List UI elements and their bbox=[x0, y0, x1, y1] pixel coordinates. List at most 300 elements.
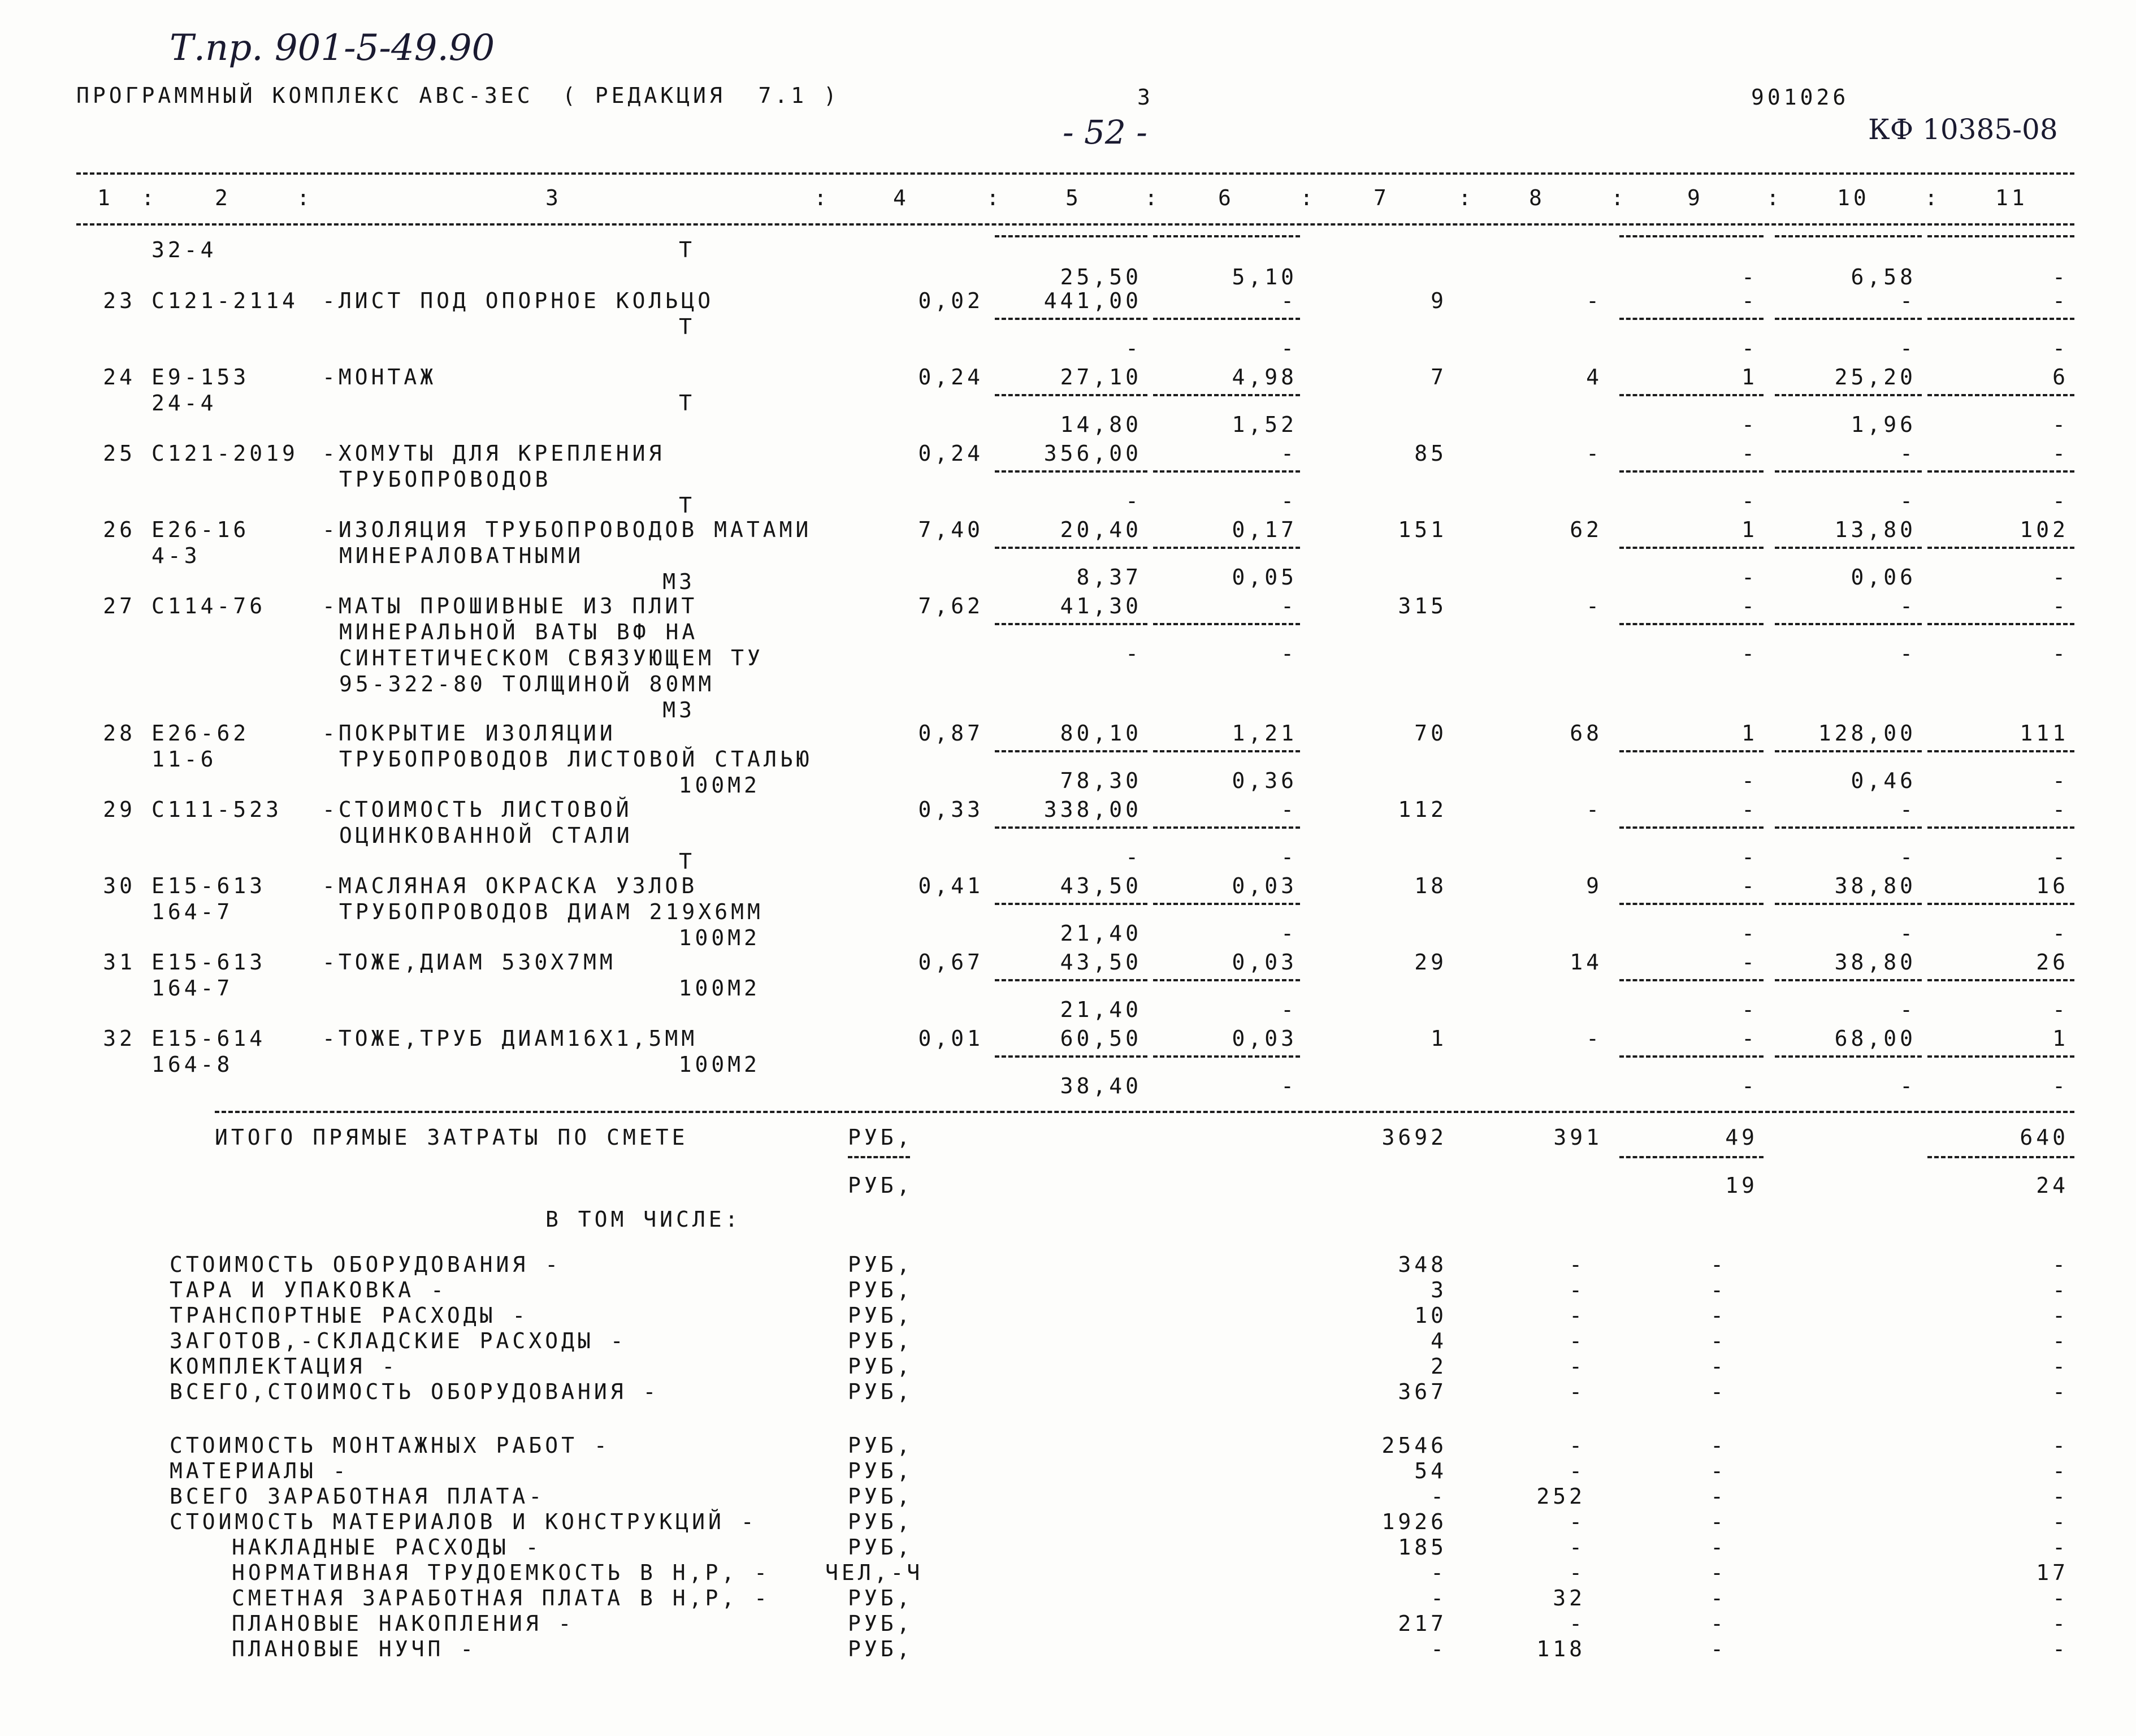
breakdown-col9: - bbox=[1710, 1509, 1727, 1534]
cell-c5: 27,10 bbox=[1060, 365, 1142, 389]
breakdown-unit: РУБ, bbox=[848, 1637, 913, 1661]
cell-rule-c11 bbox=[1927, 1055, 2074, 1058]
cell-c6-sub: - bbox=[1281, 997, 1297, 1022]
column-separator: : bbox=[1300, 185, 1316, 210]
cell-c11-sub: - bbox=[2052, 336, 2069, 361]
cell-c6: - bbox=[1281, 797, 1297, 822]
row-number: 27 bbox=[103, 594, 136, 618]
total-label: ИТОГО ПРЯМЫЕ ЗАТРАТЫ ПО СМЕТЕ bbox=[215, 1125, 688, 1150]
cell-c11-sub: - bbox=[2052, 1073, 2069, 1098]
cell-c11: 102 bbox=[2020, 517, 2069, 542]
cell-c4: 0,67 bbox=[918, 950, 983, 975]
work-description: ОЦИНКОВАННОЙ СТАЛИ bbox=[339, 823, 633, 848]
breakdown-col8: 118 bbox=[1536, 1637, 1585, 1661]
cell-c9: - bbox=[1741, 797, 1758, 822]
cell-c10-sub: 1,96 bbox=[1851, 412, 1916, 437]
cell-rule-c10 bbox=[1775, 979, 1922, 981]
cell-rule-c5 bbox=[995, 826, 1147, 829]
cell-rule-c9 bbox=[1619, 1055, 1764, 1058]
resource-code: Е9-153 bbox=[151, 365, 250, 389]
cell-rule-c11 bbox=[1927, 623, 2074, 625]
breakdown-label: СТОИМОСТЬ ОБОРУДОВАНИЯ - bbox=[170, 1252, 562, 1277]
cell-c7: 7 bbox=[1431, 365, 1447, 389]
breakdown-unit: РУБ, bbox=[848, 1354, 913, 1379]
breakdown-unit: РУБ, bbox=[848, 1252, 913, 1277]
cell-rule-c10 bbox=[1775, 1055, 1922, 1058]
cell-rule-c5 bbox=[995, 750, 1147, 752]
cell-c9: 1 bbox=[1741, 721, 1758, 746]
cell-rule-c10 bbox=[1775, 826, 1922, 829]
cell-c6-sub: - bbox=[1281, 488, 1297, 513]
cell-c11-sub: - bbox=[2052, 641, 2069, 666]
column-number: 9 bbox=[1687, 185, 1704, 210]
cell-c9-sub: - bbox=[1741, 336, 1758, 361]
cell-c6: 0,17 bbox=[1232, 517, 1297, 542]
breakdown-col7: 54 bbox=[1414, 1458, 1447, 1483]
cell-c5-sub: - bbox=[1125, 641, 1142, 666]
cell-c10: 68,00 bbox=[1834, 1026, 1916, 1051]
cell-c6: - bbox=[1281, 594, 1297, 618]
breakdown-col11: - bbox=[2052, 1484, 2069, 1509]
work-description: МИНЕРАЛЬНОЙ ВАТЫ ВФ НА bbox=[339, 620, 699, 644]
breakdown-col9: - bbox=[1710, 1586, 1727, 1611]
cell-rule-c5 bbox=[995, 623, 1147, 625]
cell-c5-sub: 78,30 bbox=[1060, 768, 1142, 793]
cell-c5-sub: - bbox=[1125, 336, 1142, 361]
cell-c5-sub: 14,80 bbox=[1060, 412, 1142, 437]
cell-c11: 6 bbox=[2052, 365, 2069, 389]
breakdown-label: ТРАНСПОРТНЫЕ РАСХОДЫ - bbox=[170, 1303, 529, 1328]
cell-c9-sub: - bbox=[1741, 412, 1758, 437]
resource-code-sub: 164-8 bbox=[151, 1052, 233, 1077]
cell-c8: 4 bbox=[1586, 365, 1602, 389]
cell-c8: 62 bbox=[1570, 517, 1602, 542]
unit-label: 100М2 bbox=[678, 976, 760, 1001]
cell-rule-c11 bbox=[1927, 903, 2074, 905]
cell-c6-sub: - bbox=[1281, 1073, 1297, 1098]
breakdown-col7: - bbox=[1431, 1637, 1447, 1661]
column-separator: : bbox=[141, 185, 158, 210]
cell-rule-c5 bbox=[995, 979, 1147, 981]
cell-c9: - bbox=[1741, 950, 1758, 975]
cell-rule-c5 bbox=[995, 547, 1147, 549]
breakdown-col8: - bbox=[1569, 1560, 1585, 1585]
column-separator: : bbox=[297, 185, 313, 210]
work-description: ТРУБОПРОВОДОВ ДИАМ 219Х6ММ bbox=[339, 899, 764, 924]
breakdown-col9: - bbox=[1710, 1379, 1727, 1404]
cell-c11: - bbox=[2052, 797, 2069, 822]
breakdown-col7: - bbox=[1431, 1560, 1447, 1585]
cell-c11: - bbox=[2052, 441, 2069, 466]
breakdown-label: СТОИМОСТЬ МОНТАЖНЫХ РАБОТ - bbox=[170, 1433, 610, 1458]
work-description: МИНЕРАЛОВАТНЫМИ bbox=[339, 543, 584, 568]
row-number: 30 bbox=[103, 873, 136, 898]
cell-rule-c10 bbox=[1775, 235, 1922, 237]
total-col9: 49 bbox=[1725, 1125, 1758, 1150]
resource-code: С111-523 bbox=[151, 797, 283, 822]
cell-c11-sub: - bbox=[2052, 921, 2069, 946]
unit-label: М3 bbox=[662, 569, 695, 594]
breakdown-label: СМЕТНАЯ ЗАРАБОТНАЯ ПЛАТА В Н,Р, - bbox=[232, 1586, 770, 1611]
breakdown-col7: 3 bbox=[1431, 1278, 1447, 1302]
row-number: 28 bbox=[103, 721, 136, 746]
cell-c5-sub: - bbox=[1125, 845, 1142, 869]
cell-rule-c10 bbox=[1775, 750, 1922, 752]
unit-label: Т bbox=[679, 493, 695, 518]
cell-c4: 0,01 bbox=[918, 1026, 983, 1051]
cell-c4: 0,41 bbox=[918, 873, 983, 898]
row-number: 26 bbox=[103, 517, 136, 542]
page-number: - 52 - bbox=[1063, 113, 1147, 151]
cell-c10: - bbox=[1900, 797, 1916, 822]
cell-c9-sub: - bbox=[1741, 768, 1758, 793]
cell-c6-sub: 1,52 bbox=[1232, 412, 1297, 437]
cell-c9-sub: - bbox=[1741, 997, 1758, 1022]
cell-rule-c11 bbox=[1927, 750, 2074, 752]
resource-code-sub: 164-7 bbox=[151, 976, 233, 1001]
work-description: -МАТЫ ПРОШИВНЫЕ ИЗ ПЛИТ bbox=[322, 594, 698, 618]
breakdown-col8: - bbox=[1569, 1252, 1585, 1277]
cell-c11: 16 bbox=[2036, 873, 2069, 898]
work-description: ТРУБОПРОВОДОВ ЛИСТОВОЙ СТАЛЬЮ bbox=[339, 747, 813, 772]
cell-c6-sub: 0,36 bbox=[1232, 768, 1297, 793]
cell-c9: - bbox=[1741, 1026, 1758, 1051]
cell-c10-sub: 6,58 bbox=[1851, 265, 1916, 289]
unit-label: 100М2 bbox=[678, 773, 760, 798]
cell-c9: - bbox=[1741, 873, 1758, 898]
cell-rule-c11 bbox=[1927, 979, 2074, 981]
breakdown-label: ПЛАНОВЫЕ НУЧП - bbox=[232, 1637, 477, 1661]
breakdown-col11: - bbox=[2052, 1328, 2069, 1353]
cell-c5: 43,50 bbox=[1060, 873, 1142, 898]
cell-rule-c9 bbox=[1619, 979, 1764, 981]
breakdown-col11: - bbox=[2052, 1611, 2069, 1636]
breakdown-unit: РУБ, bbox=[848, 1535, 913, 1560]
breakdown-unit: РУБ, bbox=[848, 1509, 913, 1534]
breakdown-label: ПЛАНОВЫЕ НАКОПЛЕНИЯ - bbox=[232, 1611, 575, 1636]
breakdown-col7: 4 bbox=[1431, 1328, 1447, 1353]
breakdown-col7: 367 bbox=[1398, 1379, 1447, 1404]
column-separator: : bbox=[1145, 185, 1161, 210]
breakdown-unit: РУБ, bbox=[848, 1611, 913, 1636]
cell-c5: 41,30 bbox=[1060, 594, 1142, 618]
breakdown-col7: - bbox=[1431, 1484, 1447, 1509]
cell-c8: 9 bbox=[1586, 873, 1602, 898]
handwritten-doc-ref: Т.пр. 901-5-49.90 bbox=[170, 27, 495, 69]
breakdown-col9: - bbox=[1710, 1328, 1727, 1353]
work-description: -ТОЖЕ,ТРУБ ДИАМ16Х1,5ММ bbox=[322, 1026, 698, 1051]
cell-c8: - bbox=[1586, 288, 1602, 313]
breakdown-unit: РУБ, bbox=[848, 1458, 913, 1483]
cell-rule-c6 bbox=[1153, 394, 1300, 396]
breakdown-unit: РУБ, bbox=[848, 1484, 913, 1509]
breakdown-col11: - bbox=[2052, 1354, 2069, 1379]
work-description: -ЛИСТ ПОД ОПОРНОЕ КОЛЬЦО bbox=[322, 288, 714, 313]
cell-c4: 0,24 bbox=[918, 441, 983, 466]
cell-c5-sub: 38,40 bbox=[1060, 1073, 1142, 1098]
breakdown-unit: РУБ, bbox=[848, 1433, 913, 1458]
cell-c5: 441,00 bbox=[1043, 288, 1142, 313]
breakdown-unit: РУБ, bbox=[848, 1379, 913, 1404]
column-separator: : bbox=[814, 185, 830, 210]
cell-c5: 80,10 bbox=[1060, 721, 1142, 746]
cell-rule-c10 bbox=[1775, 318, 1922, 320]
cell-rule-c9 bbox=[1619, 826, 1764, 829]
cell-rule-c10 bbox=[1775, 470, 1922, 473]
cell-c10: - bbox=[1900, 594, 1916, 618]
cell-rule-c6 bbox=[1153, 235, 1300, 237]
breakdown-label: ВСЕГО,СТОИМОСТЬ ОБОРУДОВАНИЯ - bbox=[170, 1379, 660, 1404]
breakdown-col11: - bbox=[2052, 1458, 2069, 1483]
cell-c6: - bbox=[1281, 288, 1297, 313]
breakdown-col8: - bbox=[1569, 1535, 1585, 1560]
work-description: -МОНТАЖ bbox=[322, 365, 437, 389]
cell-c10-sub: - bbox=[1900, 336, 1916, 361]
breakdown-col9: - bbox=[1710, 1535, 1727, 1560]
cell-c9-sub: - bbox=[1741, 265, 1758, 289]
row-number: 29 bbox=[103, 797, 136, 822]
cell-c10-sub: - bbox=[1900, 997, 1916, 1022]
cell-c10-sub: 0,46 bbox=[1851, 768, 1916, 793]
cell-c9-sub: - bbox=[1741, 565, 1758, 590]
cell-rule-c6 bbox=[1153, 1055, 1300, 1058]
edition-label: ( РЕДАКЦИЯ 7.1 ) bbox=[562, 83, 840, 108]
cell-c11: - bbox=[2052, 594, 2069, 618]
breakdown-col9: - bbox=[1710, 1484, 1727, 1509]
including-label: В ТОМ ЧИСЛЕ: bbox=[545, 1207, 742, 1232]
cell-c6: 0,03 bbox=[1232, 1026, 1297, 1051]
cell-c8: 68 bbox=[1570, 721, 1602, 746]
cell-rule-c6 bbox=[1153, 547, 1300, 549]
resource-code-sub: 4-3 bbox=[151, 543, 201, 568]
kf-stamp: КФ 10385-08 bbox=[1868, 113, 2058, 146]
total-col11-rule bbox=[1927, 1156, 2074, 1158]
breakdown-col8: - bbox=[1569, 1433, 1585, 1458]
breakdown-col8: 252 bbox=[1536, 1484, 1585, 1509]
column-number: 11 bbox=[1995, 185, 2028, 210]
cell-rule-c5 bbox=[995, 903, 1147, 905]
cell-rule-c10 bbox=[1775, 623, 1922, 625]
breakdown-label: ВСЕГО ЗАРАБОТНАЯ ПЛАТА- bbox=[170, 1484, 545, 1509]
cell-c10-sub: - bbox=[1900, 488, 1916, 513]
breakdown-col9: - bbox=[1710, 1433, 1727, 1458]
cell-c5-sub: 21,40 bbox=[1060, 997, 1142, 1022]
resource-code: Е15-613 bbox=[151, 873, 266, 898]
cell-c6-sub: - bbox=[1281, 641, 1297, 666]
resource-code-sub: 11-6 bbox=[151, 747, 217, 772]
cell-c11-sub: - bbox=[2052, 768, 2069, 793]
cell-rule-c11 bbox=[1927, 318, 2074, 320]
breakdown-col8: - bbox=[1569, 1379, 1585, 1404]
cell-c9: 1 bbox=[1741, 365, 1758, 389]
total-unit-rule bbox=[848, 1156, 910, 1158]
cell-rule-c11 bbox=[1927, 235, 2074, 237]
work-description: -ИЗОЛЯЦИЯ ТРУБОПРОВОДОВ МАТАМИ bbox=[322, 517, 812, 542]
resource-code-sub: 24-4 bbox=[151, 391, 217, 415]
column-separator: : bbox=[1766, 185, 1783, 210]
cell-c8: 14 bbox=[1570, 950, 1602, 975]
work-description: -ТОЖЕ,ДИАМ 530Х7ММ bbox=[322, 950, 616, 975]
column-separator: : bbox=[1458, 185, 1475, 210]
total-rule bbox=[215, 1111, 2074, 1113]
resource-code: Е26-16 bbox=[151, 517, 250, 542]
cell-c8: - bbox=[1586, 594, 1602, 618]
breakdown-col7: 185 bbox=[1398, 1535, 1447, 1560]
cell-c10-sub: - bbox=[1900, 1073, 1916, 1098]
column-separator: : bbox=[986, 185, 1003, 210]
resource-code-sub: 32-4 bbox=[151, 237, 217, 262]
cell-c9-sub: - bbox=[1741, 488, 1758, 513]
cell-c7: 29 bbox=[1414, 950, 1447, 975]
cell-c10: 38,80 bbox=[1834, 950, 1916, 975]
cell-c9: 1 bbox=[1741, 517, 1758, 542]
breakdown-col8: - bbox=[1569, 1509, 1585, 1534]
breakdown-col11: - bbox=[2052, 1509, 2069, 1534]
column-number: 6 bbox=[1218, 185, 1234, 210]
breakdown-col9: - bbox=[1710, 1303, 1727, 1328]
cell-c5-sub: 21,40 bbox=[1060, 921, 1142, 946]
cell-c10: 13,80 bbox=[1834, 517, 1916, 542]
breakdown-col11: - bbox=[2052, 1637, 2069, 1661]
cell-c5: 60,50 bbox=[1060, 1026, 1142, 1051]
breakdown-col7: 348 bbox=[1398, 1252, 1447, 1277]
cell-c6: - bbox=[1281, 441, 1297, 466]
total-col7: 3692 bbox=[1381, 1125, 1447, 1150]
cell-c10-sub: - bbox=[1900, 921, 1916, 946]
cell-c6-sub: - bbox=[1281, 921, 1297, 946]
work-description: -МАСЛЯНАЯ ОКРАСКА УЗЛОВ bbox=[322, 873, 698, 898]
row-number: 25 bbox=[103, 441, 136, 466]
cell-c9-sub: - bbox=[1741, 641, 1758, 666]
total-col11: 640 bbox=[2020, 1125, 2069, 1150]
column-separator: : bbox=[1925, 185, 1941, 210]
breakdown-col8: 32 bbox=[1553, 1586, 1585, 1611]
cell-c10: - bbox=[1900, 288, 1916, 313]
row-number: 23 bbox=[103, 288, 136, 313]
cell-c7: 9 bbox=[1431, 288, 1447, 313]
cell-c10-sub: - bbox=[1900, 641, 1916, 666]
breakdown-col9: - bbox=[1710, 1252, 1727, 1277]
cell-c8: - bbox=[1586, 441, 1602, 466]
breakdown-unit: РУБ, bbox=[848, 1303, 913, 1328]
cell-rule-c11 bbox=[1927, 394, 2074, 396]
cell-c11: - bbox=[2052, 288, 2069, 313]
cell-c8: - bbox=[1586, 1026, 1602, 1051]
breakdown-col11: - bbox=[2052, 1278, 2069, 1302]
cell-rule-c10 bbox=[1775, 547, 1922, 549]
row-number: 32 bbox=[103, 1026, 136, 1051]
cell-rule-c11 bbox=[1927, 547, 2074, 549]
program-title: ПРОГРАММНЫЙ КОМПЛЕКС АВС-3ЕС bbox=[76, 83, 534, 108]
breakdown-col8: - bbox=[1569, 1354, 1585, 1379]
breakdown-col8: - bbox=[1569, 1328, 1585, 1353]
resource-code: Е15-614 bbox=[151, 1026, 266, 1051]
cell-rule-c5 bbox=[995, 394, 1147, 396]
cell-c10: 38,80 bbox=[1834, 873, 1916, 898]
work-description: ТРУБОПРОВОДОВ bbox=[339, 467, 552, 492]
cell-rule-c6 bbox=[1153, 979, 1300, 981]
breakdown-label: СТОИМОСТЬ МАТЕРИАЛОВ И КОНСТРУКЦИЙ - bbox=[170, 1509, 757, 1534]
breakdown-label: ТАРА И УПАКОВКА - bbox=[170, 1278, 447, 1302]
cell-rule-c6 bbox=[1153, 318, 1300, 320]
header-rule-top bbox=[76, 172, 2074, 175]
cell-c4: 0,24 bbox=[918, 365, 983, 389]
cell-c7: 1 bbox=[1431, 1026, 1447, 1051]
breakdown-col7: 2 bbox=[1431, 1354, 1447, 1379]
cell-c6: 1,21 bbox=[1232, 721, 1297, 746]
cell-c11-sub: - bbox=[2052, 845, 2069, 869]
total-col9-rule bbox=[1619, 1156, 1764, 1158]
cell-rule-c6 bbox=[1153, 623, 1300, 625]
row-number: 31 bbox=[103, 950, 136, 975]
document-code: 901026 bbox=[1751, 85, 1849, 110]
cell-c5-sub: - bbox=[1125, 488, 1142, 513]
cell-rule-c6 bbox=[1153, 750, 1300, 752]
cell-rule-c6 bbox=[1153, 826, 1300, 829]
breakdown-label: ЗАГОТОВ,-СКЛАДСКИЕ РАСХОДЫ - bbox=[170, 1328, 627, 1353]
cell-c4: 0,87 bbox=[918, 721, 983, 746]
cell-c10-sub: 0,06 bbox=[1851, 565, 1916, 590]
cell-c11: 111 bbox=[2020, 721, 2069, 746]
breakdown-col11: - bbox=[2052, 1303, 2069, 1328]
cell-rule-c10 bbox=[1775, 903, 1922, 905]
cell-c5: 20,40 bbox=[1060, 517, 1142, 542]
cell-rule-c5 bbox=[995, 470, 1147, 473]
cell-rule-c9 bbox=[1619, 318, 1764, 320]
column-number: 2 bbox=[215, 185, 231, 210]
cell-c6: 0,03 bbox=[1232, 950, 1297, 975]
cell-c5-sub: 8,37 bbox=[1076, 565, 1142, 590]
breakdown-col7: 2546 bbox=[1381, 1433, 1447, 1458]
resource-code: С121-2019 bbox=[151, 441, 298, 466]
cell-c9: - bbox=[1741, 594, 1758, 618]
cell-rule-c5 bbox=[995, 1055, 1147, 1058]
cell-c7: 112 bbox=[1398, 797, 1447, 822]
cell-c9-sub: - bbox=[1741, 1073, 1758, 1098]
cell-c9: - bbox=[1741, 288, 1758, 313]
sheet-number: 3 bbox=[1137, 85, 1154, 110]
cell-c7: 18 bbox=[1414, 873, 1447, 898]
unit-label: 100М2 bbox=[678, 1052, 760, 1077]
total-col9-sub: 19 bbox=[1725, 1173, 1758, 1198]
cell-rule-c6 bbox=[1153, 903, 1300, 905]
cell-rule-c9 bbox=[1619, 235, 1764, 237]
unit-label: Т bbox=[679, 237, 695, 262]
unit-label: Т bbox=[679, 314, 695, 339]
breakdown-col7: 1926 bbox=[1381, 1509, 1447, 1534]
cell-rule-c6 bbox=[1153, 470, 1300, 473]
total-unit: РУБ, bbox=[848, 1125, 913, 1150]
cell-rule-c11 bbox=[1927, 470, 2074, 473]
resource-code-sub: 164-7 bbox=[151, 899, 233, 924]
work-description: 95-322-80 ТОЛЩИНОЙ 80ММ bbox=[339, 672, 715, 696]
cell-c10-sub: - bbox=[1900, 845, 1916, 869]
resource-code: Е26-62 bbox=[151, 721, 250, 746]
cell-c7: 85 bbox=[1414, 441, 1447, 466]
breakdown-col7: 10 bbox=[1414, 1303, 1447, 1328]
cell-c7: 151 bbox=[1398, 517, 1447, 542]
cell-rule-c9 bbox=[1619, 470, 1764, 473]
cell-c11: 1 bbox=[2052, 1026, 2069, 1051]
breakdown-label: НАКЛАДНЫЕ РАСХОДЫ - bbox=[232, 1535, 542, 1560]
cell-rule-c9 bbox=[1619, 547, 1764, 549]
header-rule-bottom bbox=[76, 223, 2074, 226]
cell-rule-c9 bbox=[1619, 750, 1764, 752]
column-number: 1 bbox=[97, 185, 114, 210]
breakdown-col11: - bbox=[2052, 1379, 2069, 1404]
unit-label: Т bbox=[679, 849, 695, 874]
breakdown-col8: - bbox=[1569, 1303, 1585, 1328]
